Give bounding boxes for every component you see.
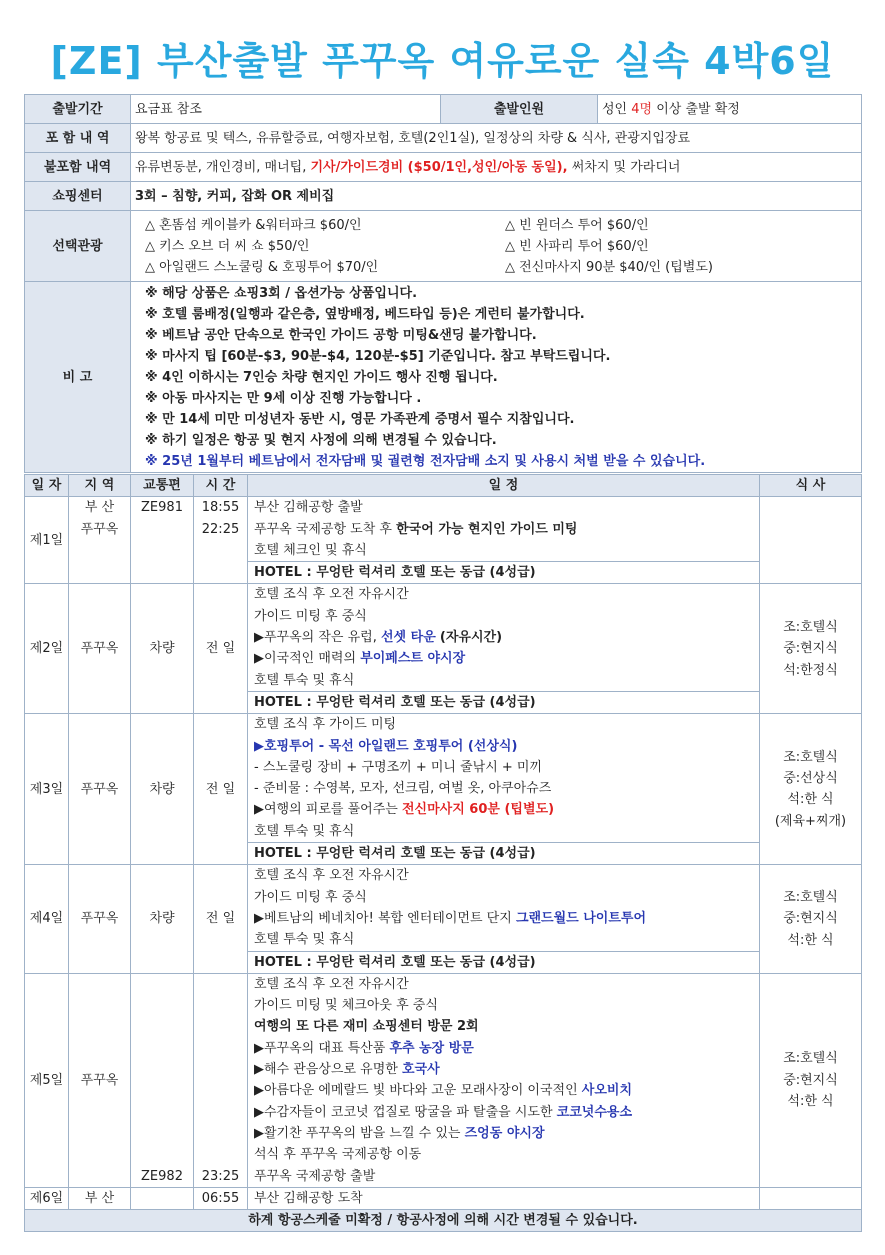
itinerary-highlight: 그랜드월드 나이트투어 (515, 910, 647, 926)
meal: (제육+찌개) (774, 813, 847, 829)
meals-cell (760, 973, 862, 1187)
header-meals: 식 사 (760, 475, 862, 497)
itinerary-line: 호텔 체크인 및 휴식 (254, 542, 367, 558)
meal: 석:한 식 (787, 792, 834, 808)
transport: 차량 (131, 865, 194, 973)
itinerary-line: 부산 김해공항 출발 (254, 500, 363, 516)
meal: 조:호텔식 (783, 619, 838, 635)
itinerary-line (254, 1059, 753, 1080)
day5-row (25, 973, 862, 1187)
itinerary-cell (248, 714, 760, 865)
itinerary-text: ▶수감자들이 코코넛 껍질로 땅굴을 파 탈출을 시도한 (254, 1104, 553, 1120)
itinerary-highlight: 한국어 가능 현지인 가이드 미팅 (396, 521, 578, 537)
region: 푸꾸옥 (69, 714, 131, 865)
itinerary-line (254, 519, 753, 540)
option-item: △ 아일랜드 스노쿨링 & 호핑투어 $70/인 (145, 259, 379, 275)
meals-cell (760, 714, 862, 865)
itinerary-highlight: 사오비치 (581, 1083, 633, 1099)
itinerary-text: ▶이국적인 매력의 (254, 651, 357, 667)
people-prefix: 성인 (602, 101, 628, 117)
itinerary-cell (248, 973, 760, 1187)
day-label: 제3일 (25, 714, 69, 865)
itinerary-line: 석식 후 푸꾸옥 국제공항 이동 (254, 1147, 422, 1163)
exclude-text: 유류변동분, 개인경비, 매너팁, (135, 159, 307, 175)
itinerary-text: ▶푸꾸옥의 작은 유럽, (254, 630, 377, 646)
meal: 조:호텔식 (783, 1051, 838, 1067)
meal: 중:현지식 (783, 641, 838, 657)
itinerary-line: 여행의 또 다른 재미 쇼핑센터 방문 2회 (254, 1019, 479, 1035)
itinerary-line: 호텔 조식 후 오전 자유시간 (254, 976, 409, 992)
shopping-label: 쇼핑센터 (25, 182, 131, 211)
itinerary-line (254, 908, 753, 929)
day-label: 제6일 (25, 1187, 69, 1209)
time-cell (194, 497, 248, 584)
itinerary-line: 가이드 미팅 후 중식 (254, 889, 367, 905)
meal: 석:한 식 (787, 1093, 834, 1109)
itinerary-cell (248, 865, 760, 973)
note-item: ※ 만 14세 미만 미성년자 동반 시, 영문 가족관계 증명서 필수 지참입니다. (145, 411, 575, 427)
page-title: [ZE] 부산출발 푸꾸옥 여유로운 실속 4박6일 (50, 39, 835, 83)
itinerary-line (254, 627, 753, 648)
note-item: ※ 하기 일정은 항공 및 현지 사정에 의해 변경될 수 있습니다. (145, 432, 497, 448)
notes-label: 비 고 (25, 282, 131, 473)
hotel-line: HOTEL : 무엉탄 럭셔리 호텔 또는 동급 (4성급) (248, 842, 759, 864)
region: 푸꾸옥 (69, 584, 131, 714)
exclude-label: 불포함 내역 (25, 153, 131, 182)
itinerary-line (254, 1038, 753, 1059)
exclude-tail: 써차지 및 가라디너 (571, 159, 681, 175)
itinerary-highlight: 즈엉동 야시장 (464, 1125, 545, 1141)
transport (131, 1187, 194, 1209)
people-value (598, 95, 862, 124)
time: 전 일 (194, 714, 248, 865)
note-item: ※ 호텔 룸배정(일행과 같은층, 옆방배정, 베드타입 등)은 게런티 불가합니다. (145, 306, 585, 322)
itinerary-line: 호텔 조식 후 오전 자유시간 (254, 868, 409, 884)
time: 22:25 (201, 521, 240, 537)
people-count: 4명 (631, 101, 653, 117)
meal: 석:한정식 (783, 662, 838, 678)
itinerary-line: - 스노쿨링 장비 + 구명조끼 + 미니 줄낚시 + 미끼 (254, 759, 543, 775)
note-item-ecig: ※ 25년 1월부터 베트남에서 전자담배 및 궐련형 전자담배 소지 및 사용시 처벌 받을 수 있습니다. (145, 453, 706, 469)
itinerary-line: 호텔 투숙 및 휴식 (254, 932, 355, 948)
time: 18:55 (201, 500, 240, 516)
itinerary-text: ▶아름다운 에메랄드 빛 바다와 고운 모래사장이 이국적인 (254, 1083, 578, 1099)
transport: ZE982 (131, 973, 194, 1187)
itinerary-cell (248, 584, 760, 714)
itinerary-text: ▶베트남의 베네치아! 복합 엔터테이먼트 단지 (254, 910, 512, 926)
include-label: 포 함 내 역 (25, 124, 131, 153)
option-item: △ 빈 윈더스 투어 $60/인 (505, 217, 649, 233)
itinerary-line (254, 1123, 753, 1144)
day4-row (25, 865, 862, 973)
include-value: 왕복 항공료 및 텍스, 유류할증료, 여행자보험, 호텔(2인1실), 일정상의 차량 & 식사, 관광지입장료 (131, 124, 862, 153)
shopping-value: 3회 – 침향, 커피, 잡화 OR 제비집 (131, 182, 862, 211)
meals-cell (760, 1187, 862, 1209)
itinerary-line: 가이드 미팅 및 체크아웃 후 중식 (254, 998, 438, 1014)
meals-cell (760, 497, 862, 584)
note-item: ※ 마사지 팁 [60분-$3, 90분-$4, 120분-$5] 기준입니다. 참고 부탁드립니다. (145, 348, 611, 364)
itinerary-note: (자유시간) (439, 630, 503, 646)
itinerary-line (254, 1080, 753, 1101)
header-region: 지 역 (69, 475, 131, 497)
time: 전 일 (194, 584, 248, 714)
note-item: ※ 아동 마사지는 만 9세 이상 진행 가능합니다 . (145, 390, 422, 406)
time: 전 일 (194, 865, 248, 973)
notes-list (131, 282, 862, 473)
itinerary-line: 부산 김해공항 도착 (248, 1187, 760, 1209)
exclude-guide-fee: 기사/가이드경비 ($50/1인,성인/아동 동일), (310, 159, 568, 175)
options-label: 선택관광 (25, 211, 131, 282)
itinerary-line: - 준비물 : 수영복, 모자, 선크림, 여벌 옷, 아쿠아슈즈 (254, 781, 552, 797)
itinerary-line: 호텔 투숙 및 휴식 (254, 672, 355, 688)
header-day: 일 자 (25, 475, 69, 497)
region: 푸꾸옥 (80, 521, 119, 537)
people-suffix: 이상 출발 확정 (656, 101, 740, 117)
itinerary-line: 푸꾸옥 국제공항 출발 (254, 1168, 376, 1184)
hotel-line: HOTEL : 무엉탄 럭셔리 호텔 또는 동급 (4성급) (248, 561, 759, 583)
day2-row (25, 584, 862, 714)
region-cell (69, 497, 131, 584)
meals-cell (760, 584, 862, 714)
region: 부 산 (84, 500, 115, 516)
option-item: △ 혼똠섬 케이블카 &워터파크 $60/인 (145, 217, 362, 233)
exclude-value (131, 153, 862, 182)
header-time: 시 간 (194, 475, 248, 497)
option-item: △ 빈 사파리 투어 $60/인 (505, 238, 649, 254)
itinerary-highlight: 후추 농장 방문 (389, 1040, 474, 1056)
day-label: 제2일 (25, 584, 69, 714)
itinerary-highlight: ▶호핑투어 - 목선 아일랜드 호핑투어 (선상식) (254, 738, 518, 754)
itinerary-line (254, 1102, 753, 1123)
itinerary-line: 호텔 투숙 및 휴식 (254, 823, 355, 839)
header-transport: 교통편 (131, 475, 194, 497)
itinerary-text: ▶활기찬 푸꾸옥의 밤을 느낄 수 있는 (254, 1125, 461, 1141)
meal: 조:호텔식 (783, 890, 838, 906)
note-item: ※ 해당 상품은 쇼핑3회 / 옵션가능 상품입니다. (145, 285, 418, 301)
day1-row (25, 497, 862, 584)
meal: 중:현지식 (783, 1072, 838, 1088)
itinerary-line (254, 799, 753, 820)
header-itinerary: 일 정 (248, 475, 760, 497)
itinerary-line: 가이드 미팅 후 중식 (254, 608, 367, 624)
itinerary-line: 호텔 조식 후 오전 자유시간 (254, 587, 409, 603)
itinerary-highlight: 코코넛수용소 (556, 1104, 633, 1120)
itinerary-line: 호텔 조식 후 가이드 미팅 (254, 717, 397, 733)
region: 부 산 (69, 1187, 131, 1209)
people-label: 출발인원 (441, 95, 598, 124)
itinerary-text: ▶푸꾸옥의 대표 특산품 (254, 1040, 386, 1056)
option-item: △ 키스 오브 더 씨 쇼 $50/인 (145, 238, 310, 254)
period-label: 출발기간 (25, 95, 131, 124)
itinerary-cell (248, 497, 760, 584)
options-list (131, 211, 862, 282)
period-value: 요금표 참조 (131, 95, 441, 124)
hotel-line: HOTEL : 무엉탄 럭셔리 호텔 또는 동급 (4성급) (248, 951, 759, 973)
itinerary-text: ▶여행의 피로를 풀어주는 (254, 802, 398, 818)
itinerary-text: 푸꾸옥 국제공항 도착 후 (254, 521, 392, 537)
info-table (24, 94, 862, 473)
itinerary-highlight: 전신마사지 60분 (팁별도) (401, 802, 555, 818)
meal: 중:현지식 (783, 911, 838, 927)
day-label: 제5일 (25, 973, 69, 1187)
note-item: ※ 4인 이하시는 7인승 차량 현지인 가이드 행사 진행 됩니다. (145, 369, 498, 385)
transport: 차량 (131, 584, 194, 714)
region: 푸꾸옥 (69, 973, 131, 1187)
time: 06:55 (194, 1187, 248, 1209)
day-label: 제1일 (25, 497, 69, 584)
schedule-footer: 하계 항공스케줄 미확정 / 항공사정에 의해 시간 변경될 수 있습니다. (25, 1210, 862, 1232)
transport: ZE981 (131, 497, 194, 584)
meals-cell (760, 865, 862, 973)
option-item: △ 전신마사지 90분 $40/인 (팁별도) (505, 259, 713, 275)
itinerary-text: ▶해수 관음상으로 유명한 (254, 1062, 398, 1078)
itinerary-highlight: 부이페스트 야시장 (360, 651, 466, 667)
region: 푸꾸옥 (69, 865, 131, 973)
itinerary-highlight: 호국사 (401, 1062, 440, 1078)
meal: 중:선상식 (783, 771, 838, 786)
day-label: 제4일 (25, 865, 69, 973)
day3-row (25, 714, 862, 865)
note-item: ※ 베트남 공안 단속으로 한국인 가이드 공항 미팅&샌딩 불가합니다. (145, 327, 537, 343)
transport: 차량 (131, 714, 194, 865)
time: 23:25 (194, 973, 248, 1187)
itinerary-line (254, 648, 753, 669)
day6-row (25, 1187, 862, 1209)
meal: 석:한 식 (787, 932, 834, 948)
itinerary-highlight: 선셋 타운 (381, 630, 436, 646)
meal: 조:호텔식 (783, 749, 838, 765)
hotel-line: HOTEL : 무엉탄 럭셔리 호텔 또는 동급 (4성급) (248, 691, 759, 713)
schedule-table (24, 474, 862, 1232)
